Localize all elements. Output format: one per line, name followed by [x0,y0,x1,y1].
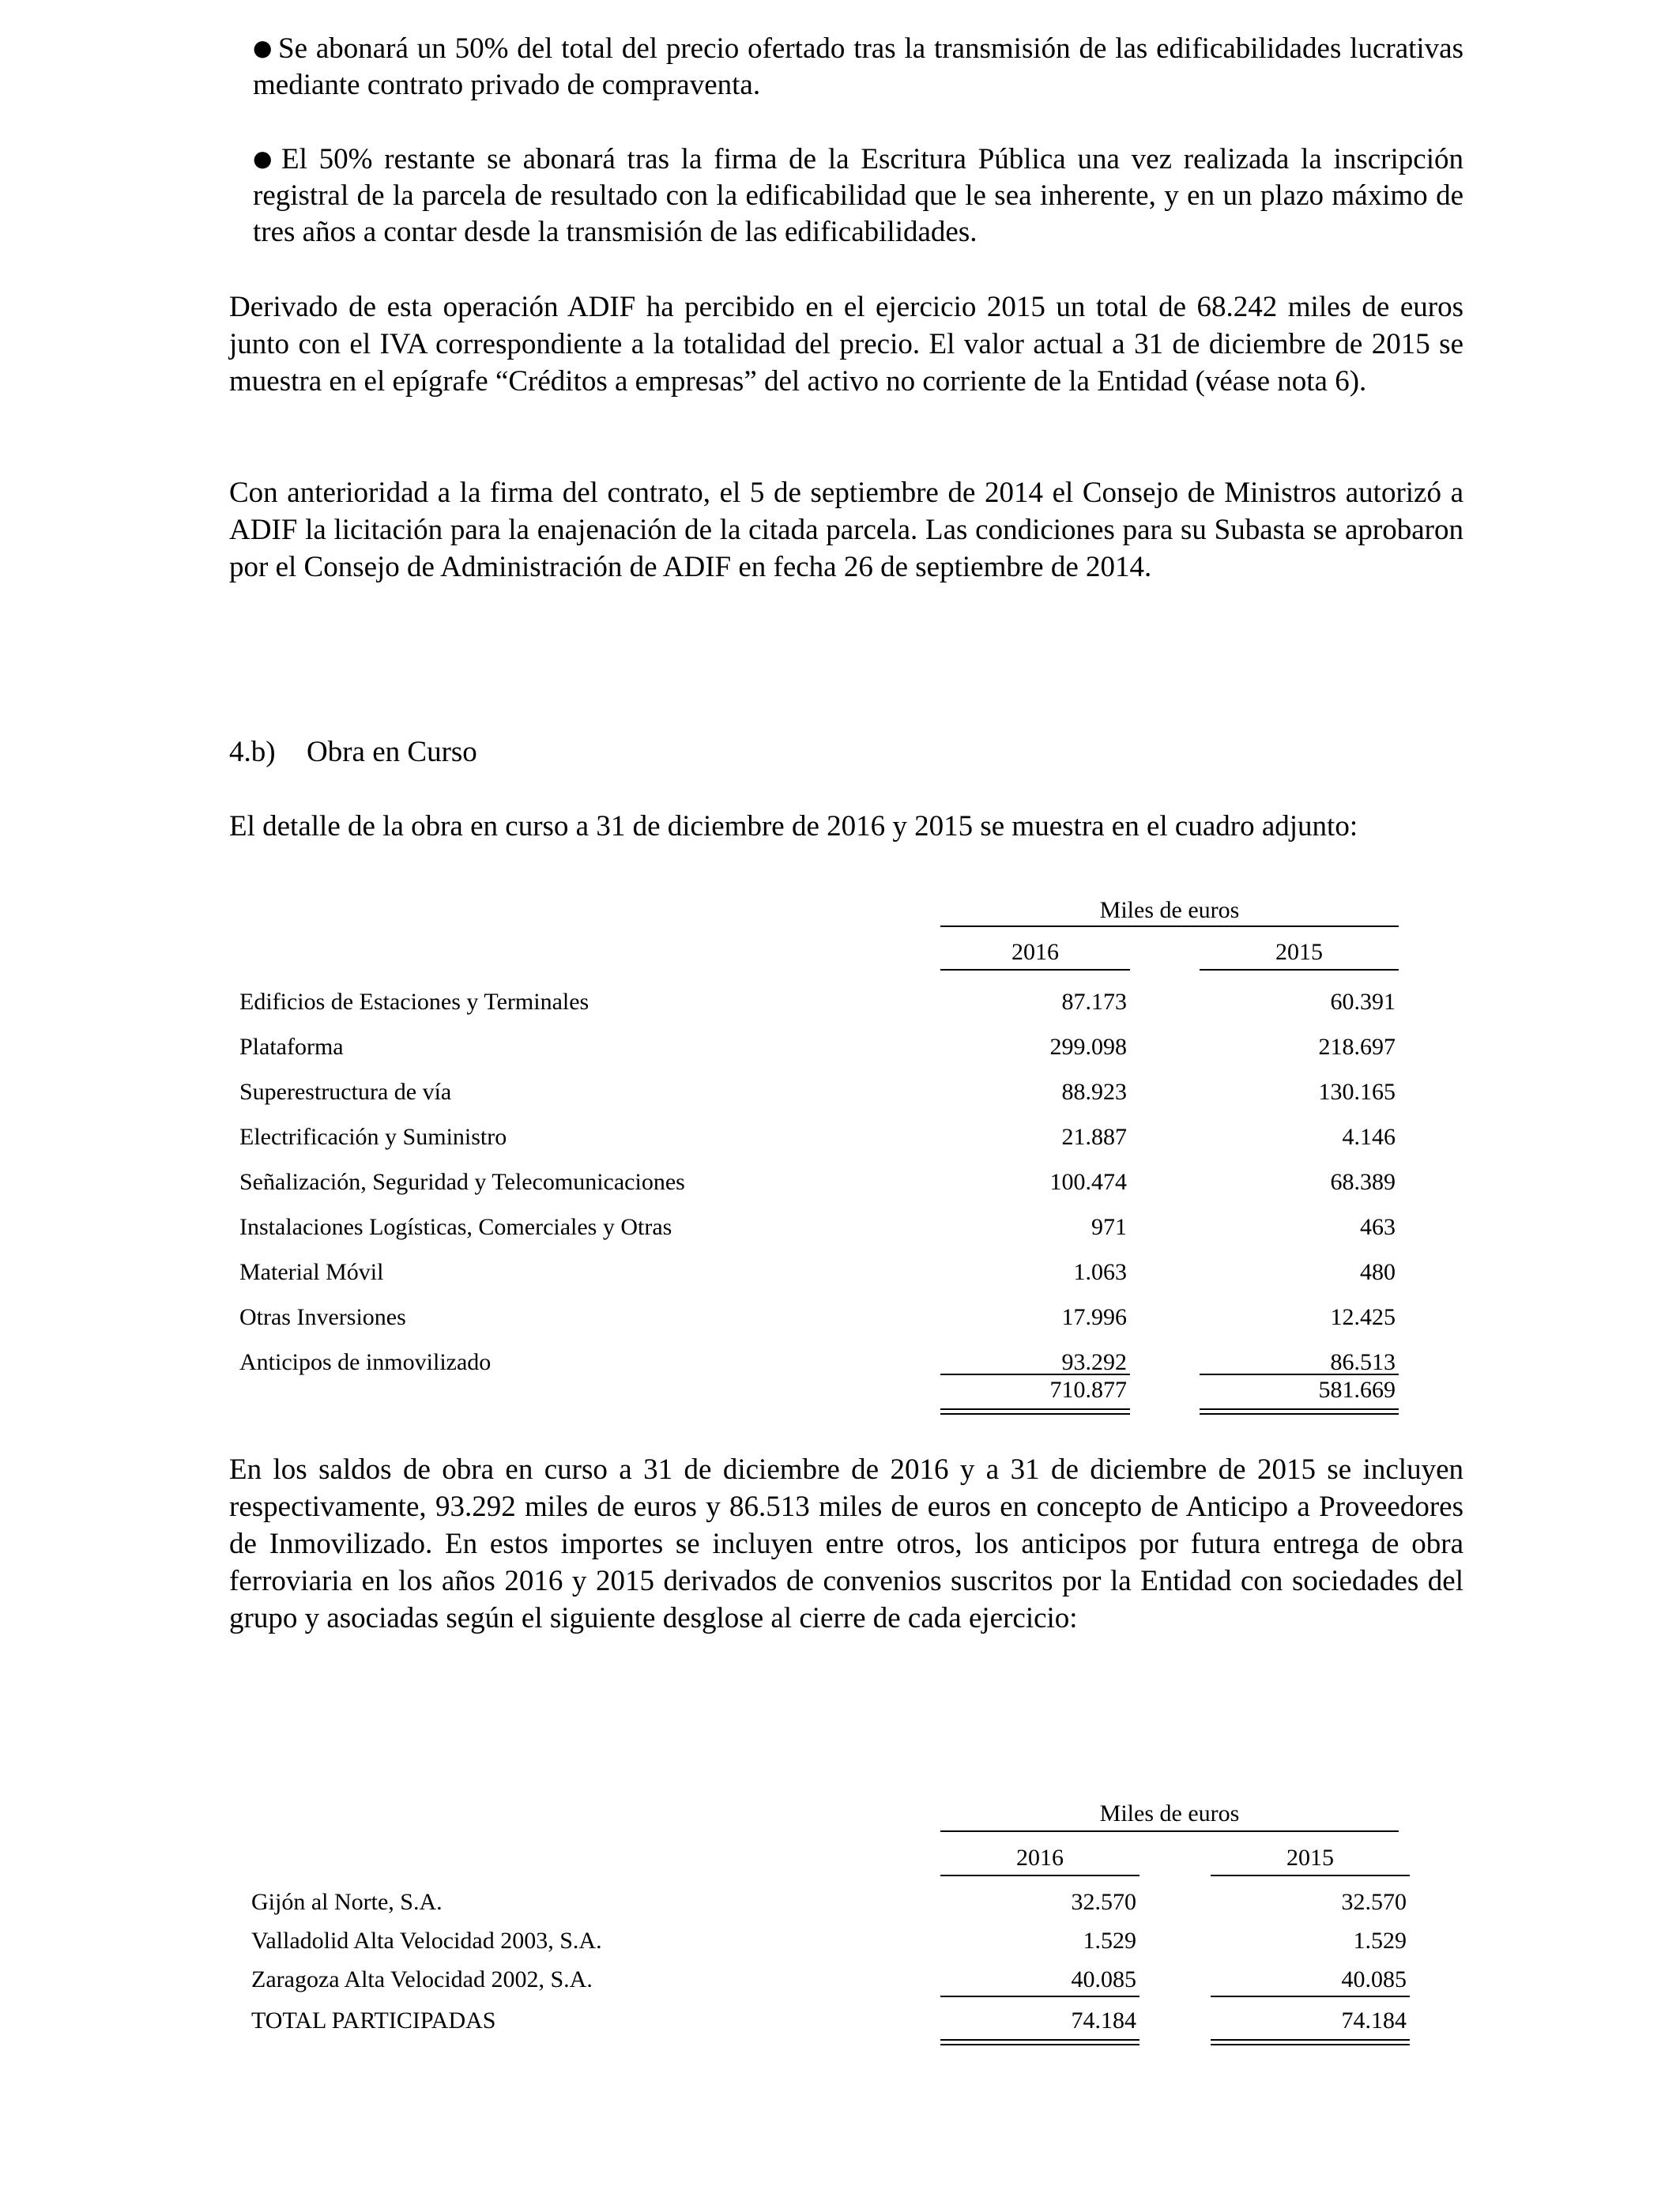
table-unit-header: Miles de euros [1099,1800,1240,1826]
value-2016: 100.474 [1049,1169,1127,1195]
total-double-rule-2016 [940,1408,1130,1415]
column-rule-2015 [1211,1875,1410,1876]
value-2015: 130.165 [1318,1079,1396,1105]
header-rule [940,1830,1399,1832]
column-rule-2015 [1200,969,1399,971]
row-label: Zaragoza Alta Velocidad 2002, S.A. [251,1966,593,1992]
value-2016: 32.570 [1071,1889,1136,1915]
bullet-text: El 50% restante se abonará tras la firma de la Escritura Pública una vez realizada la inscripción registral de la parcela de resultado con la edificabilidad que le sea inherente, y en un plazo máximo de tres años a contar desde la transmisión de las edificabilidades. [253,143,1463,248]
value-2016: 1.529 [1083,1928,1136,1954]
header-rule [940,925,1399,927]
value-2015: 1.529 [1353,1928,1407,1954]
value-2016: 87.173 [1061,989,1127,1015]
value-2015: 463 [1360,1214,1396,1240]
total-2016: 710.877 [1049,1377,1127,1403]
row-label: Electrificación y Suministro [239,1124,507,1150]
table-unit-header: Miles de euros [1099,897,1240,923]
bullet-item [253,30,1463,104]
paragraph: En los saldos de obra en curso a 31 de diciembre de 2016 y a 31 de diciembre de 2015 se incluyen respectivamente, 93.292 miles de euros y 86.513 miles de euros en concepto de Anticipo a Proveedores de Inmovilizado. En estos importes se incluyen entre otros, los anticipos por futura entrega de obra ferroviaria en los años 2016 y 2015 derivados de convenios suscritos por la Entidad con sociedades del grupo y asociadas según el siguiente desglose al cierre de cada ejercicio: [229,1453,1463,1634]
column-rule-2016 [940,969,1130,971]
section-heading [229,733,477,771]
column-rule-2016 [940,1875,1139,1876]
value-2015: 4.146 [1342,1124,1396,1150]
value-2015: 60.391 [1330,989,1396,1015]
value-2016: 299.098 [1049,1034,1127,1060]
row-label: Anticipos de inmovilizado [239,1349,492,1375]
value-2016: 17.996 [1061,1304,1127,1330]
value-2016: 40.085 [1071,1966,1136,1992]
paragraph: El detalle de la obra en curso a 31 de diciembre de 2016 y 2015 se muestra en el cuadro adjunto: [229,810,1358,843]
section-title: Obra en Curso [307,736,477,768]
bullet-dot-icon: ● [253,35,274,61]
row-label: Edificios de Estaciones y Terminales [239,989,590,1015]
value-2015: 218.697 [1318,1034,1396,1060]
row-label: Otras Inversiones [239,1304,406,1330]
subtotal-rule-2016 [940,1996,1139,1997]
subtotal-rule-2015 [1211,1996,1410,1997]
value-2016: 1.063 [1073,1259,1127,1285]
row-label: Plataforma [239,1034,344,1060]
total-2016: 74.184 [1071,2007,1136,2034]
value-2016: 93.292 [1061,1349,1127,1375]
value-2016: 88.923 [1061,1079,1127,1105]
column-header-2015: 2015 [1275,939,1323,965]
column-header-2016: 2016 [1011,939,1059,965]
row-label: Superestructura de vía [239,1079,452,1105]
value-2016: 971 [1091,1214,1127,1240]
row-label: Valladolid Alta Velocidad 2003, S.A. [251,1928,602,1954]
total-label: TOTAL PARTICIPADAS [251,2007,496,2034]
value-2015: 40.085 [1341,1966,1407,1992]
row-label: Instalaciones Logísticas, Comerciales y Otras [239,1214,672,1240]
total-double-rule-2015 [1200,1408,1399,1415]
subtotal-rule-2015 [1200,1374,1399,1375]
total-double-rule-2016 [940,2039,1139,2045]
row-label: Gijón al Norte, S.A. [251,1889,443,1915]
value-2015: 86.513 [1330,1349,1396,1375]
value-2015: 32.570 [1341,1889,1407,1915]
bullet-item [253,141,1463,251]
paragraph: Con anterioridad a la firma del contrato, el 5 de septiembre de 2014 el Consejo de Ministros autorizó a ADIF la licitación para la enajenación de la citada parcela. Las condiciones para su Subasta se aprobaron por el Consejo de Administración de ADIF en fecha 26 de septiembre de 2014. [229,477,1463,583]
total-2015: 74.184 [1341,2007,1407,2034]
value-2015: 12.425 [1330,1304,1396,1330]
column-header-2015: 2015 [1286,1845,1334,1871]
row-label: Material Móvil [239,1259,384,1285]
row-label: Señalización, Seguridad y Telecomunicaciones [239,1169,685,1195]
subtotal-rule-2016 [940,1374,1130,1375]
total-double-rule-2015 [1211,2039,1410,2045]
value-2016: 21.887 [1061,1124,1127,1150]
value-2015: 68.389 [1330,1169,1396,1195]
total-2015: 581.669 [1318,1377,1396,1403]
value-2015: 480 [1360,1259,1396,1285]
section-number: 4.b) [229,736,276,768]
column-header-2016: 2016 [1016,1845,1064,1871]
paragraph: Derivado de esta operación ADIF ha percibido en el ejercicio 2015 un total de 68.242 miles de euros junto con el IVA correspondiente a la totalidad del precio. El valor actual a 31 de diciembre de 2015 se muestra en el epígrafe “Créditos a empresas” del activo no corriente de la Entidad (véase nota 6). [229,291,1463,398]
bullet-text: Se abonará un 50% del total del precio ofertado tras la transmisión de las edificabilidades lucrativas mediante contrato privado de compraventa. [253,32,1464,101]
bullet-dot-icon: ● [253,145,277,172]
